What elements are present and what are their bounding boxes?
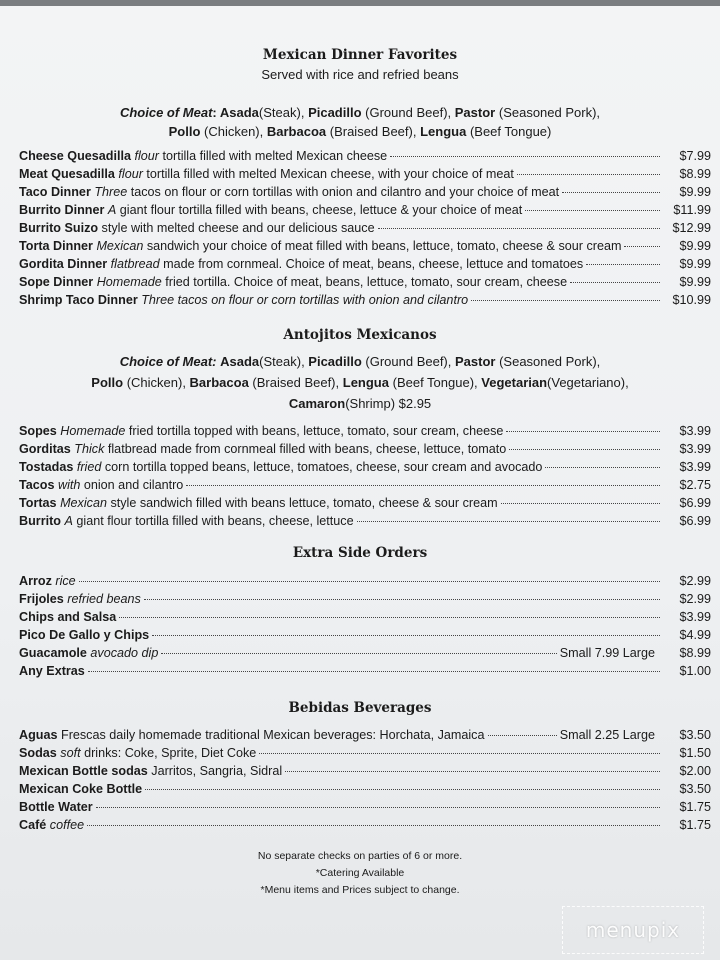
list-item: Cheese Quesadilla flour tortilla filled with melted Mexican cheese $7.99 xyxy=(19,149,711,163)
list-item: Any Extras $1.00 xyxy=(19,664,711,678)
list-item: Sopes Homemade fried tortilla topped with beans, lettuce, tomato, sour cream, cheese $3.99 xyxy=(19,424,711,438)
price: $9.99 xyxy=(679,257,711,271)
list-item: Sodas soft drinks: Coke, Sprite, Diet Coke $1.50 xyxy=(19,746,711,760)
choice-label: Choice of Meat xyxy=(119,105,213,120)
price: $1.75 xyxy=(679,800,711,814)
list-item: Gordita Dinner flatbread made from cornmeal. Choice of meat, beans, cheese, lettuce and tomatoes $9.99 xyxy=(19,257,711,271)
list-item: Tostadas fried corn tortilla topped beans, lettuce, tomatoes, cheese, sour cream and avocado $3.99 xyxy=(19,460,711,474)
price: $11.99 xyxy=(673,203,711,217)
list-item: Gorditas Thick flatbread made from cornmeal filled with beans, cheese, lettuce, tomato $3.99 xyxy=(19,442,711,456)
list-item: Taco Dinner Three tacos on flour or corn tortillas with onion and cilantro and your choice of meat $9.99 xyxy=(19,185,711,199)
price: $10.99 xyxy=(672,293,711,307)
price: $3.99 xyxy=(679,460,711,474)
antojitos-items xyxy=(19,424,711,532)
note-line: *Catering Available xyxy=(315,867,405,879)
price: $1.75 xyxy=(679,818,711,832)
list-item: Shrimp Taco Dinner Three tacos on flour or corn tortillas with onion and cilantro $10.99 xyxy=(19,293,711,307)
antojitos-meat-line-2: Pollo (Chicken), Barbacoa (Braised Beef), Lengua (Beef Tongue), Vegetarian(Vegetariano), xyxy=(91,375,629,390)
list-item: Tacos with onion and cilantro $2.75 xyxy=(19,478,711,492)
antojitos-title: Antojitos Mexicanos xyxy=(283,327,437,343)
beverages-title: Bebidas Beverages xyxy=(288,700,432,716)
footer-notes xyxy=(0,848,720,899)
dinner-meat-line-2: Pollo (Chicken), Barbacoa (Braised Beef), Lengua (Beef Tongue) xyxy=(168,124,552,139)
price: $3.99 xyxy=(679,424,711,438)
list-item: Tortas Mexican style sandwich filled with beans lettuce, tomato, cheese & sour cream $6.99 xyxy=(19,496,711,510)
list-item: Burrito Dinner A giant flour tortilla filled with beans, cheese, lettuce & your choice of meat $11.99 xyxy=(19,203,711,217)
list-item: Aguas Frescas daily homemade traditional Mexican beverages: Horchata, Jamaica Small 2.25 Large $3.50 xyxy=(19,728,711,742)
price: $3.99 xyxy=(679,610,711,624)
list-item: Arroz rice $2.99 xyxy=(19,574,711,588)
price: $9.99 xyxy=(679,239,711,253)
list-item: Sope Dinner Homemade fried tortilla. Choice of meat, beans, lettuce, tomato, sour cream, cheese $9.99 xyxy=(19,275,711,289)
dinner-title: Mexican Dinner Favorites xyxy=(262,47,458,63)
price: $1.00 xyxy=(679,664,711,678)
antojitos-meat-line-1: Choice of Meat: Asada(Steak), Picadillo (Ground Beef), Pastor (Seasoned Pork), xyxy=(119,354,601,369)
sides-title: Extra Side Orders xyxy=(292,545,428,561)
list-item: Mexican Bottle sodas Jarritos, Sangria, Sidral $2.00 xyxy=(19,764,711,778)
price: $3.50 xyxy=(679,728,711,742)
price: $3.50 xyxy=(679,782,711,796)
list-item: Burrito A giant flour tortilla filled with beans, cheese, lettuce $6.99 xyxy=(19,514,711,528)
price: $4.99 xyxy=(679,628,711,642)
note-line: No separate checks on parties of 6 or more. xyxy=(257,850,463,862)
price: $8.99 xyxy=(679,646,711,660)
dinner-subtitle: Served with rice and refried beans xyxy=(261,67,459,82)
beverage-items xyxy=(19,728,711,836)
price: $9.99 xyxy=(679,275,711,289)
list-item: Torta Dinner Mexican sandwich your choice of meat filled with beans, lettuce, tomato, cheese & sour cream $9.99 xyxy=(19,239,711,253)
list-item: Guacamole avocado dip Small 7.99 Large $8.99 xyxy=(19,646,711,660)
note-line: *Menu items and Prices subject to change. xyxy=(260,884,460,896)
dinner-meat-line-1: Choice of Meat: Asada(Steak), Picadillo (Ground Beef), Pastor (Seasoned Pork), xyxy=(119,105,601,120)
price: $7.99 xyxy=(679,149,711,163)
price: $2.00 xyxy=(679,764,711,778)
list-item: Mexican Coke Bottle $3.50 xyxy=(19,782,711,796)
list-item: Burrito Suizo style with melted cheese and our delicious sauce $12.99 xyxy=(19,221,711,235)
dinner-items xyxy=(19,149,711,311)
price: $3.99 xyxy=(679,442,711,456)
list-item: Chips and Salsa $3.99 xyxy=(19,610,711,624)
antojitos-meat-line-3: Camaron(Shrimp) $2.95 xyxy=(288,396,432,411)
price: $2.99 xyxy=(679,574,711,588)
side-items xyxy=(19,574,711,682)
price: $8.99 xyxy=(679,167,711,181)
list-item: Café coffee $1.75 xyxy=(19,818,711,832)
list-item: Bottle Water $1.75 xyxy=(19,800,711,814)
list-item: Meat Quesadilla flour tortilla filled with melted Mexican cheese, with your choice of meat $8.99 xyxy=(19,167,711,181)
menupix-watermark: menupix xyxy=(562,906,704,954)
price: $9.99 xyxy=(679,185,711,199)
list-item: Pico De Gallo y Chips $4.99 xyxy=(19,628,711,642)
price: $6.99 xyxy=(679,514,711,528)
list-item: Frijoles refried beans $2.99 xyxy=(19,592,711,606)
price: $12.99 xyxy=(672,221,711,235)
price: $1.50 xyxy=(679,746,711,760)
price: $2.75 xyxy=(679,478,711,492)
price: $6.99 xyxy=(679,496,711,510)
price: $2.99 xyxy=(679,592,711,606)
